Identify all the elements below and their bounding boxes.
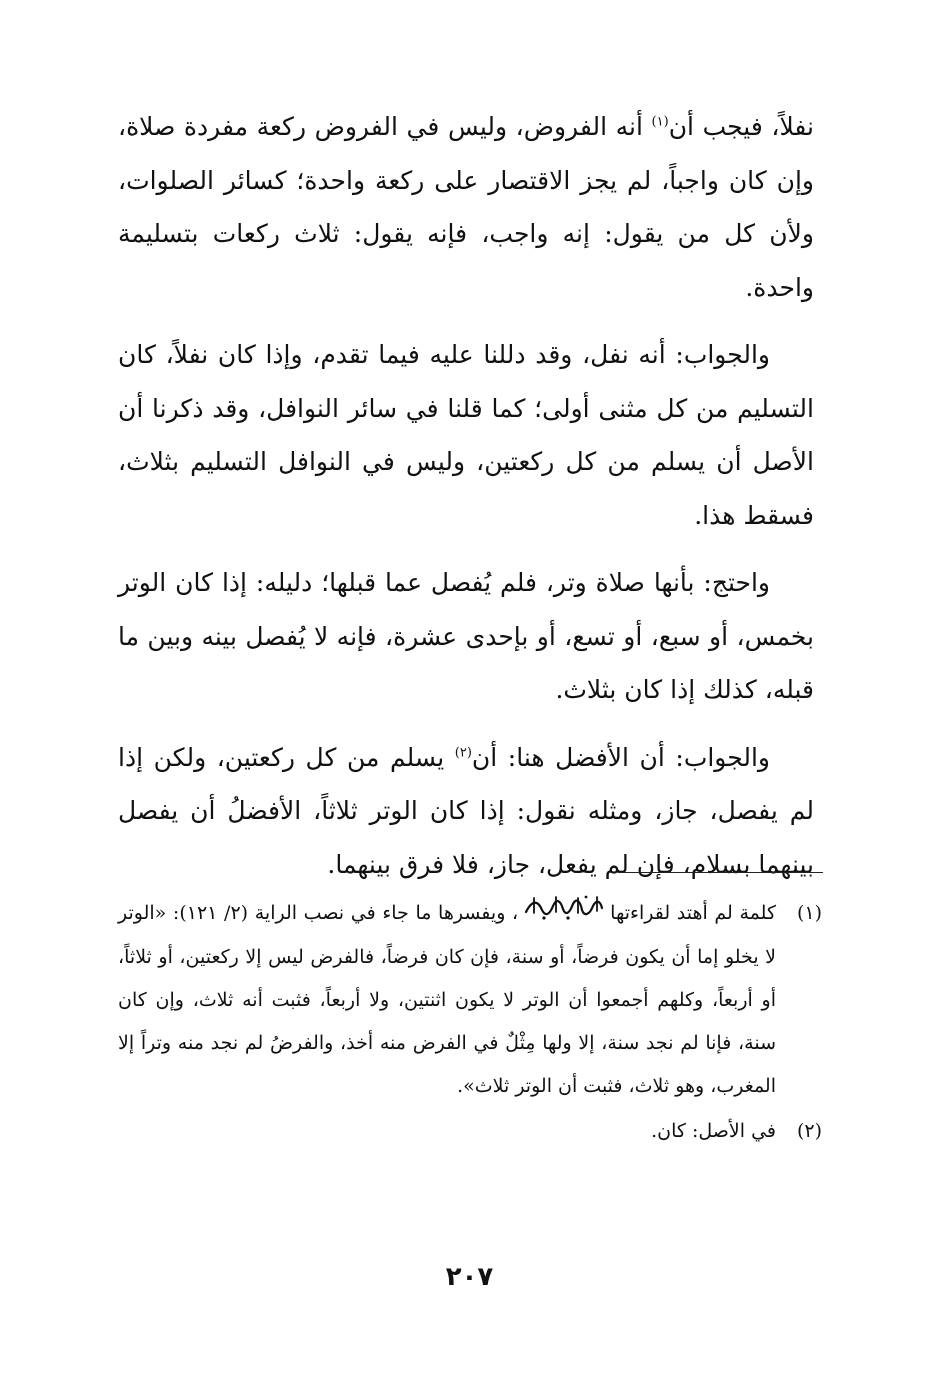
paragraph-1 (118, 100, 814, 314)
footnote-2-number: (٢) (796, 1119, 822, 1142)
footnote-1-number: (١) (796, 902, 822, 924)
footnote-separator (619, 872, 823, 873)
footnote-1-body: ، ويفسرها ما جاء في نصب الراية (٢/ ١٢١): «الوتر لا يخلو إما أن يكون فرضاً، أو سنة، فإن كان فرضاً، فالفرض ليس إلا ركعتين، أو ثلاثاً، أو أربعاً، وكلهم أجمعوا أن الوتر لا يكون اثنتين، ولا أربعاً، فثبت أنه ثلاث، وإن كان سنة، فإنا لم نجد سنة، إلا ولها مِثْلٌ في الفرض منه أخذ، والفرضُ لم نجد منه وتراً إلا المغرب، وهو ثلاث، فثبت أن الوتر ثلاث». (118, 902, 776, 1097)
paragraph-3: واحتج: بأنها صلاة وتر، فلم يُفصل عما قبلها؛ دليله: إذا كان الوتر بخمس، أو سبع، أو تسع، أو بإحدى عشرة، فإنه لا يُفصل بينه وبين ما قبله، كذلك إذا كان بثلاث. (118, 568, 814, 704)
paragraph-2: والجواب: أنه نفل، وقد دللنا عليه فيما تقدم، وإذا كان نفلاً، كان التسليم من كل مثنى أولى؛ كما قلنا في سائر النوافل، وقد ذكرنا أن الأصل أن يسلم من كل ركعتين، وليس في النوافل التسليم بثلاث، فسقط هذا. (118, 340, 814, 530)
footnote-ref-1[interactable]: (١) (651, 114, 669, 130)
footnote-1-text (118, 892, 776, 1108)
paragraph-4-start: والجواب: أن الأفضل هنا: أن (471, 742, 770, 772)
paragraph-4-rest: يسلم من كل ركعتين، ولكن إذا لم يفصل، جاز، ومثله نقول: إذا كان الوتر ثلاثاً، الأفضلُ أن يفصل بينهما بسلام، فإن لم يفعل، جاز، فلا فرق بينهما. (118, 742, 814, 879)
footnote-1-lead: كلمة لم أهتد لقراءتها (610, 902, 777, 924)
main-text (118, 100, 814, 905)
illegible-word-seal (522, 893, 606, 936)
paragraph-1-rest: أنه الفروض، وليس في الفروض ركعة مفردة صلاة، وإن كان واجباً، لم يجز الاقتصار على ركعة واحدة؛ كسائر الصلوات، ولأن كل من يقول: إنه واجب، فإنه يقول: ثلاث ركعات بتسليمة واحدة. (118, 112, 814, 302)
paragraph-1-start: نفلاً، فيجب أن (668, 112, 814, 141)
footnote-ref-2[interactable]: (٢) (454, 745, 472, 761)
footnote-2 (118, 1110, 822, 1153)
footnote-1 (118, 892, 822, 1108)
page-number: ٢٠٧ (445, 1262, 494, 1292)
footnote-2-text: في الأصل: كان. (651, 1119, 776, 1142)
paragraph-4 (118, 731, 814, 892)
footnotes (118, 892, 822, 1155)
